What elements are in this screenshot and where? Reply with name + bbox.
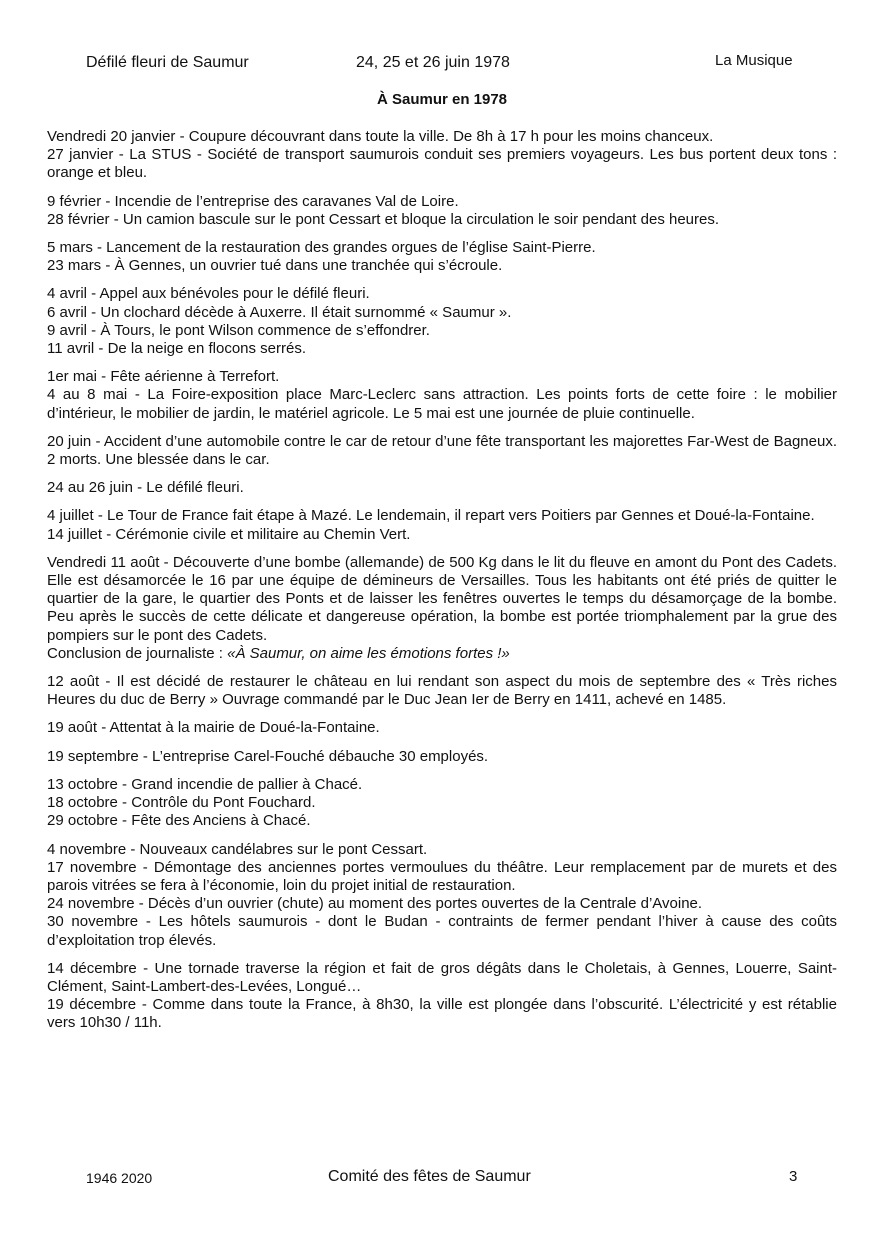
text-line: Vendredi 20 janvier - Coupure découvrant dans toute la ville. De 8h à 17 h pour les moins chanceux. (47, 128, 714, 145)
footer-years: 1946 2020 (86, 1170, 153, 1186)
header-center: 24, 25 et 26 juin 1978 (356, 54, 510, 71)
paragraph-june-parade (47, 479, 837, 497)
page-number: 3 (789, 1168, 798, 1185)
text-line: 17 novembre - Démontage des anciennes portes vermoulues du théâtre. Leur remplacement par de murets et des parois vitrées se fera à l’économie, loin du projet initial de restauration. (47, 858, 837, 894)
text-line: 20 juin - Accident d’une automobile contre le car de retour d’une fête transportant les majorettes Far-West de Bagneux. 2 morts. Une blessée dans le car. (47, 432, 837, 469)
paragraph-july (47, 507, 837, 543)
paragraph-may (47, 368, 837, 423)
text-line: 5 mars - Lancement de la restauration des grandes orgues de l’église Saint-Pierre. (47, 239, 596, 257)
paragraph-april (47, 285, 837, 358)
paragraph-june-accident (47, 433, 837, 469)
text-line: 4 juillet - Le Tour de France fait étape à Mazé. Le lendemain, il repart vers Poitiers par Gennes et Doué-la-Fontaine. (47, 507, 815, 525)
text-line: 23 mars - À Gennes, un ouvrier tué dans une tranchée qui s’écroule. (47, 257, 503, 275)
text-line: 28 février - Un camion bascule sur le pont Cessart et bloque la circulation le soir pendant des heures. (47, 210, 720, 228)
paragraph-november (47, 841, 837, 950)
header-right: La Musique (715, 52, 793, 69)
paragraph-august-attack (47, 719, 837, 737)
text-line: 13 octobre - Grand incendie de pallier à Chacé. (47, 775, 363, 793)
paragraph-february (47, 193, 837, 229)
paragraph-september (47, 748, 837, 766)
paragraph-march (47, 239, 837, 275)
paragraph-october (47, 776, 837, 831)
text-line: Vendredi 11 août - Découverte d’une bombe (allemande) de 500 Kg dans le lit du fleuve en amont du Pont des Cadets. Elle est désamorcée le 16 par une équipe de démineurs de Versailles. Tous les habitants ont été priés de quitter le quartier de la gare, le quartier des Ponts et de laisser les fenêtres ouvertes le temps du désamorçage de la bombe. Peu après le succès de cette délicate et dangereuse opération, la bombe est portée triomphalement par la grue des pompiers sur le pont des Cadets. (47, 553, 837, 644)
header-left: Défilé fleuri de Saumur (86, 54, 249, 71)
conclusion-label: Conclusion de journaliste : (47, 644, 228, 662)
text-line: 4 au 8 mai - La Foire-exposition place Marc-Leclerc sans attraction. Les points forts de cette foire : le mobilier d’intérieur, le mobilier de jardin, le matériel agricole. Le 5 mai est une journée de pluie continuelle. (47, 386, 837, 422)
text-line: 29 octobre - Fête des Anciens à Chacé. (47, 812, 311, 830)
text-line: 14 décembre - Une tornade traverse la région et fait de gros dégâts dans le Choletais, à Gennes, Louerre, Saint-Clément, Saint-Lambert-des-Levées, Longué… (47, 959, 837, 995)
text-line: 6 avril - Un clochard décède à Auxerre. Il était surnommé « Saumur ». (47, 303, 512, 321)
text-line: 4 novembre - Nouveaux candélabres sur le pont Cessart. (47, 840, 428, 858)
paragraph-august-bomb (47, 554, 837, 663)
document-body (47, 128, 837, 1043)
text-line: 11 avril - De la neige en flocons serrés. (47, 340, 307, 358)
text-line: 18 octobre - Contrôle du Pont Fouchard. (47, 794, 316, 812)
text-line: 9 avril - À Tours, le pont Wilson commence de s’effondrer. (47, 321, 430, 339)
text-line: 4 avril - Appel aux bénévoles pour le défilé fleuri. (47, 285, 370, 303)
conclusion-quote: «À Saumur, on aime les émotions fortes !» (227, 644, 510, 662)
text-line: 24 au 26 juin - Le défilé fleuri. (47, 479, 244, 497)
footer-organization: Comité des fêtes de Saumur (328, 1168, 531, 1185)
text-line: 24 novembre - Décès d’un ouvrier (chute) au moment des portes ouvertes de la Centrale d’Avoine. (47, 895, 703, 913)
text-line: 1er mai - Fête aérienne à Terrefort. (47, 368, 280, 386)
text-line: 19 décembre - Comme dans toute la France, à 8h30, la ville est plongée dans l’obscurité. L’électricité y est rétablie vers 10h30 / 11h. (47, 996, 837, 1032)
paragraph-august-castle (47, 673, 837, 709)
text-line: 30 novembre - Les hôtels saumurois - dont le Budan - contraints de fermer pendant l’hiver à cause des coûts d’exploitation trop élevés. (47, 913, 837, 949)
text-line: 9 février - Incendie de l’entreprise des caravanes Val de Loire. (47, 192, 459, 210)
text-line: 19 septembre - L’entreprise Carel-Fouché débauche 30 employés. (47, 747, 489, 765)
page-title: À Saumur en 1978 (376, 91, 508, 108)
paragraph-december (47, 960, 837, 1033)
conclusion-line (47, 645, 837, 663)
paragraph-january (47, 128, 837, 183)
text-line: 14 juillet - Cérémonie civile et militaire au Chemin Vert. (47, 525, 411, 543)
text-line: 19 août - Attentat à la mairie de Doué-la-Fontaine. (47, 719, 380, 737)
text-line: 27 janvier - La STUS - Société de transport saumurois conduit ses premiers voyageurs. Les bus portent deux tons : orange et bleu. (47, 146, 837, 182)
text-line: 12 août - Il est décidé de restaurer le château en lui rendant son aspect du mois de septembre des « Très riches Heures du duc de Berry » Ouvrage commandé par le Duc Jean Ier de Berry en 1411, achevé en 1485. (47, 673, 837, 709)
